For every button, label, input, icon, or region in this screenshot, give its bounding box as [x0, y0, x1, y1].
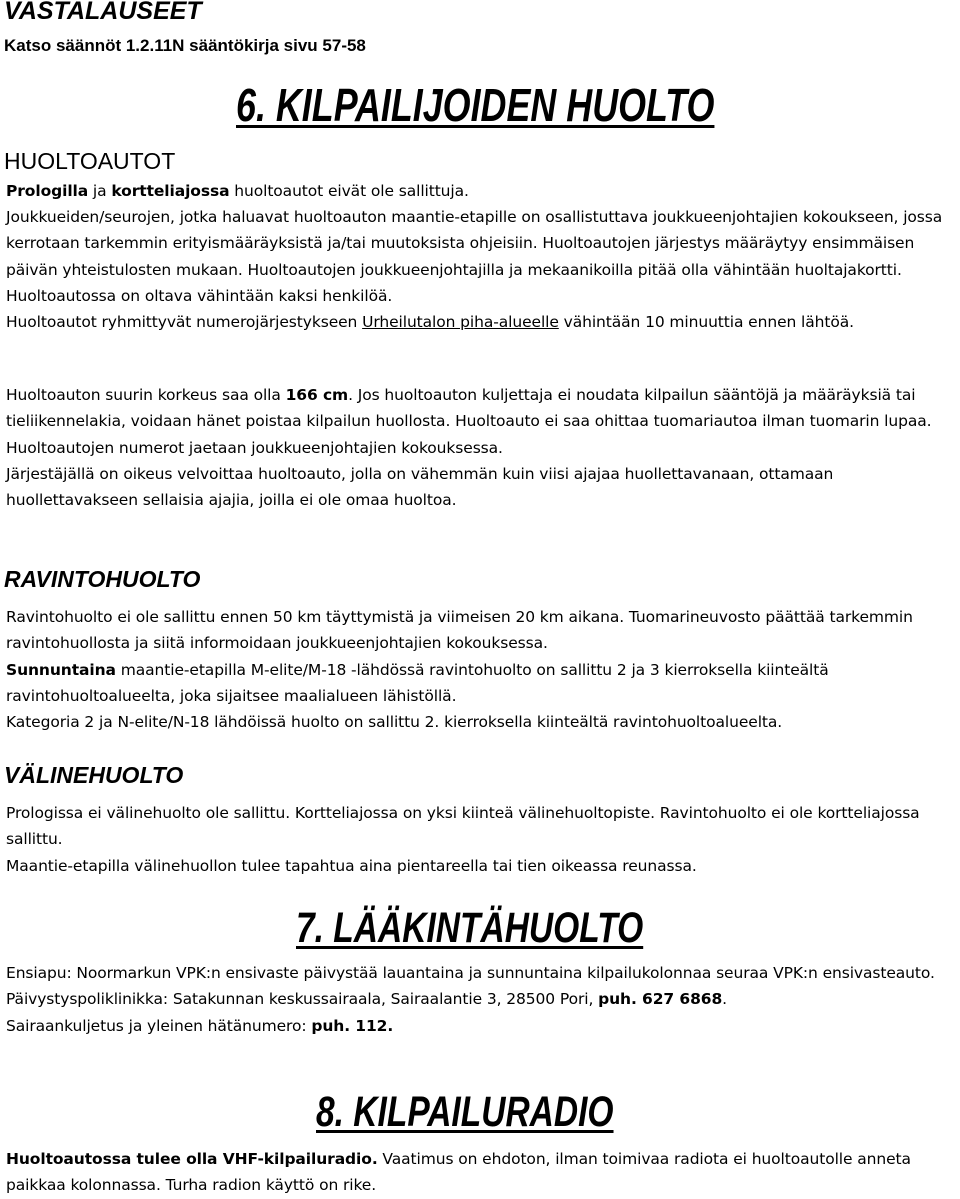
- p3-numbers-text: Huoltoautojen numerot jaetaan joukkueenjohtajien kokouksessa.: [6, 438, 503, 457]
- p6-dot: .: [722, 990, 727, 1009]
- p6-emergency-text: Sairaankuljetus ja yleinen hätänumero:: [6, 1016, 312, 1035]
- section-7-title: 7. LÄÄKINTÄHUOLTO: [296, 904, 644, 952]
- p5-text-a: Prologissa ei välinehuolto ole sallittu. Kortteliajossa on yksi kiinteä välinehuoltopiste. Ravintohuolto ei ole kortteliajossa sallittu.: [6, 804, 920, 849]
- p3-text-b: . Jos huoltoauton kuljettaja ei noudata kilpailun sääntöjä ja määräyksiä tai tieliikennelakia, voidaan hänet poistaa kilpailun huollosta. Huoltoauto ei saa ohittaa tuomariautoa ilman tuomarin lupaa.: [6, 386, 932, 431]
- vastalauseet-heading: VASTALAUSEET: [4, 0, 202, 25]
- p5-text-b: Maantie-etapilla välinehuollon tulee tapahtua aina pientareella tai tien oikeassa reunassa.: [6, 856, 697, 875]
- p6-ensiapu-text: Ensiapu: Noormarkun VPK:n ensivaste päivystää lauantaina ja sunnuntaina kilpailukolonnaa seuraa VPK:n ensivasteauto.: [6, 964, 935, 982]
- p4-text-a: Ravintohuolto ei ole sallittu ennen 50 km täyttymistä ja viimeisen 20 km aikana. Tuomarineuvosto päättää tarkemmin ravintohuollosta ja siitä informoidaan joukkueenjohtajien kokouksessa.: [6, 608, 913, 653]
- valinehuolto-heading: VÄLINEHUOLTO: [4, 762, 184, 788]
- paragraph-valinehuolto: [6, 800, 956, 879]
- p2-text: Joukkueiden/seurojen, jotka haluavat huoltoauton maantie-etapille on osallistuttava joukkueenjohtajien kokoukseen, jossa kerrotaan tarkemmin erityismääräyksistä ja/tai muutoksista ohjeisiin. Huoltoautojen järjestys määräytyy ensimmäisen päivän yhteistulosten mukaan. Huoltoautojen joukkueenjohtajilla ja mekaanikoilla pitää olla vähintään huoltajakortti. Huoltoautossa on oltava vähintään kaksi henkilöä.: [6, 208, 943, 305]
- paragraph-laakintahuolto: [6, 960, 956, 1039]
- height-value: 166 cm: [285, 386, 349, 404]
- p2-lineup-rest: vähintään 10 minuuttia ennen lähtöä.: [558, 313, 854, 332]
- paragraph-huoltoautot-rules: [6, 204, 956, 335]
- huoltoautot-heading: HUOLTOAUTOT: [4, 148, 176, 174]
- p4-text-c: Kategoria 2 ja N-elite/N-18 lähdöissä huolto on sallittu 2. kierroksella kiinteältä ravintohuoltoalueelta.: [6, 713, 783, 732]
- paragraph-ravintohuolto: [6, 604, 956, 735]
- section-6-title: 6. KILPAILIJOIDEN HUOLTO: [236, 79, 715, 131]
- p1-rest: huoltoautot eivät ole sallittuja.: [229, 182, 469, 200]
- paragraph-kilpailuradio: [6, 1146, 956, 1199]
- sunnuntaina-text: Sunnuntaina: [6, 660, 116, 679]
- p2-lineup-text: Huoltoautot ryhmittyvät numerojärjestykseen: [6, 313, 363, 332]
- rules-reference: Katso säännöt 1.2.11N sääntökirja sivu 57-58: [4, 36, 366, 55]
- p3-text-a: Huoltoauton suurin korkeus saa olla: [6, 386, 286, 404]
- prologilla-text: Prologilla: [6, 182, 89, 200]
- kortteliajossa-text: kortteliajossa: [111, 182, 230, 200]
- ravintohuolto-heading: RAVINTOHUOLTO: [4, 566, 201, 592]
- paragraph-height-rules: [6, 382, 956, 513]
- poliklinikka-phone: puh. 627 6868: [598, 990, 723, 1009]
- p1-ja: ja: [88, 182, 112, 200]
- urheilutalon-link-text: Urheilutalon piha-alueelle: [362, 313, 559, 332]
- section-8-title: 8. KILPAILURADIO: [316, 1088, 614, 1136]
- paragraph-prologue: [6, 178, 956, 204]
- p3-organizer-text: Järjestäjällä on oikeus velvoittaa huoltoauto, jolla on vähemmän kuin viisi ajajaa huollettavanaan, ottamaan huollettavakseen sellaisia ajajia, joilla ei ole omaa huoltoa.: [6, 464, 834, 510]
- p7-text: Vaatimus on ehdoton, ilman toimivaa radiota ei huoltoautolle anneta paikkaa kolonnassa. Turha radion käyttö on rike.: [6, 1150, 911, 1195]
- p6-poliklinikka-text: Päivystyspoliklinikka: Satakunnan keskussairaala, Sairaalantie 3, 28500 Pori,: [6, 990, 599, 1009]
- p4-text-b: maantie-etapilla M-elite/M-18 -lähdössä ravintohuolto on sallittu 2 ja 3 kierroksella kiinteältä ravintohuoltoalueelta, joka sijaitsee maalialueen lähistöllä.: [6, 660, 829, 705]
- radio-requirement: Huoltoautossa tulee olla VHF-kilpailuradio.: [6, 1150, 378, 1168]
- emergency-number: puh. 112.: [311, 1016, 394, 1035]
